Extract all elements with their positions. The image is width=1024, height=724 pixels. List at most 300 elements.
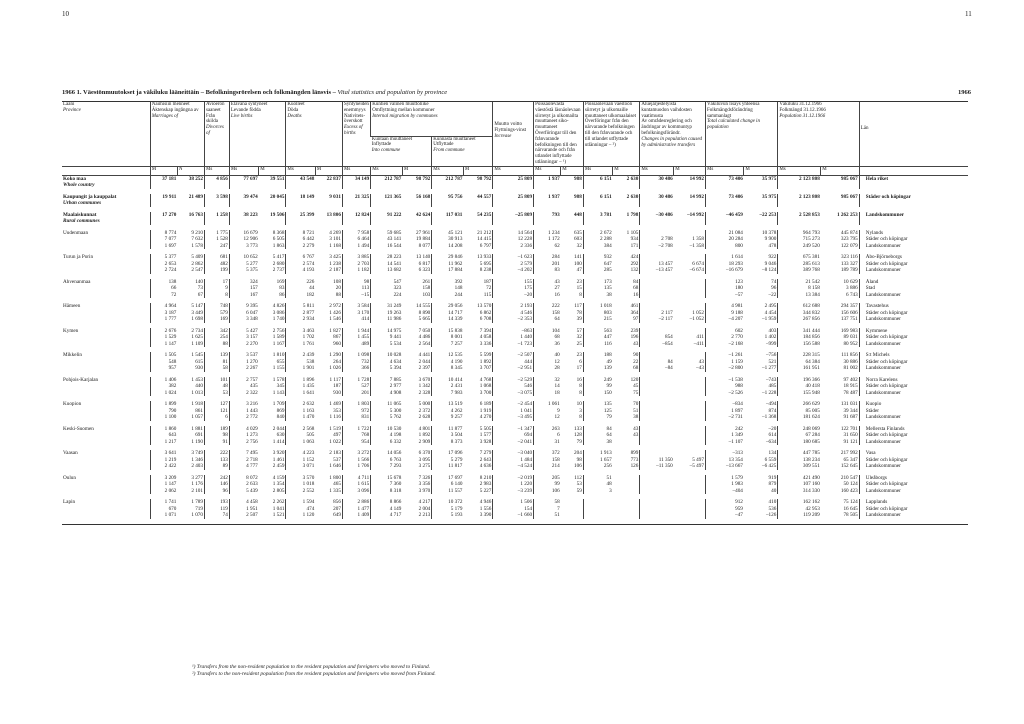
data-cell: 57 32 25 (576, 327, 582, 347)
header-into-commune-fi: Kuntaan muuttaneet (371, 136, 413, 142)
header-deaths (286, 102, 343, 167)
header-migration-gain-fi: Muutto voitto (494, 122, 523, 127)
row-label-fi: Keski-Suomen (63, 425, 94, 432)
data-cell: –1 623 2 579 –4 202 (493, 254, 534, 274)
row-label-swedish: Tavastehus Städer och köpingar Landskommuner (859, 303, 968, 323)
data-cell: 10 372 5 179 5 193 (432, 499, 464, 519)
data-cell: 1 614 18 293 –16 679 (705, 254, 743, 274)
data-cell: –863 1 440 –1 723 (493, 328, 534, 348)
header-lan (859, 102, 968, 167)
header-internal-migration (371, 102, 493, 137)
data-cell: 23 6 17 (576, 352, 582, 372)
data-cell: –30 486 (640, 212, 674, 225)
header-from-commune-en: From commune (433, 148, 465, 154)
data-cell: 84 64 38 (583, 426, 612, 446)
data-cell: 602 2 770 –2 168 (705, 328, 743, 348)
data-cell: 1 098 732 366 (342, 352, 370, 372)
data-cell: 196 366 40 418 155 948 (778, 377, 821, 397)
data-cell: 3 272 1 566 1 706 (342, 450, 370, 470)
data-cell: 294 357 156 606 137 751 (840, 303, 858, 323)
data-cell: 249 99 150 (583, 377, 612, 397)
data-cell: 3 885 2 703 1 182 (342, 254, 370, 274)
data-cell: 222 158 64 (534, 303, 561, 323)
data-cell: 4 856 (204, 175, 229, 189)
data-cell: 6 767 2 574 4 193 (286, 254, 315, 274)
row-label-swedish: Vasa Städer och köpingar Landskommuner (859, 450, 968, 470)
data-cell: 563 447 116 (583, 328, 612, 348)
header-live-births-fi: Elävänä syntyneet (230, 102, 268, 107)
data-cell (613, 499, 640, 519)
data-cell (674, 401, 706, 421)
data-cell: 4 981 9 188 –4 207 (705, 303, 743, 323)
table-row (62, 499, 968, 519)
data-cell: 1 018 803 215 (583, 303, 612, 323)
header-total-change-en: Total calculated change in population (706, 119, 760, 131)
data-cell: 242 146 96 (204, 475, 229, 495)
data-cell: 3 749 1 346 2 403 (191, 450, 203, 470)
header-into-commune-sv: Inflyttade (371, 142, 392, 148)
data-cell: 14 992 (689, 193, 704, 200)
data-cell: 56 168 (415, 193, 431, 200)
data-cell: 10 530 4 198 6 332 (371, 426, 403, 446)
data-cell: –2 507 444 –2 951 (493, 352, 534, 372)
data-cell: 17 270 (150, 212, 177, 225)
data-cell: 261 158 103 (422, 278, 431, 298)
data-cell: 919 879 40 (768, 474, 777, 494)
header-administrative-changes-en: Changes in population caused by administrative transfers (641, 136, 703, 148)
data-cell: 1 918 861 1 057 (191, 401, 203, 421)
data-cell: –2 454 1 041 –3 495 (493, 401, 534, 421)
data-cell: 73 406 (705, 194, 743, 207)
data-cell: 101 48 53 (204, 377, 229, 397)
data-cell: 2 972 1 426 1 546 (329, 303, 341, 323)
data-cell: 7 958 6 464 1 494 (342, 230, 370, 250)
data-cell: 2 495 4 454 –1 959 (762, 303, 777, 323)
data-cell: 30 486 (640, 194, 674, 207)
data-cell: 856 207 649 (333, 499, 341, 519)
data-cell: 5 599 1 892 3 707 (479, 352, 492, 372)
data-cell: 1 506 154 –1 660 (493, 499, 534, 519)
data-cell: 17 9 8 (204, 279, 229, 299)
data-cell (674, 499, 706, 519)
header-excess-births-sv: Nativitets-överskott (343, 113, 366, 125)
row-label-en: Whole country (63, 182, 95, 189)
data-cell: 30 486 (640, 175, 674, 189)
footnote-1: ¹) Transfers from the non-resident population to the resident population and foreigners who moved to Finland. (192, 664, 430, 670)
table-row (62, 254, 968, 274)
data-cell: 7 279 2 643 4 636 (479, 450, 492, 470)
data-cell: 10 028 4 634 5 394 (371, 352, 403, 372)
page-number-left: 10 (62, 10, 69, 18)
data-cell: 39 474 (229, 194, 258, 207)
data-cell: 95 756 (432, 194, 464, 207)
data-cell: 138 66 72 (150, 279, 177, 299)
data-cell: 210 547 50 124 160 423 (840, 474, 858, 494)
data-cell: 4 441 2 044 2 397 (418, 352, 431, 372)
data-cell: 1 709 869 840 (272, 401, 285, 421)
data-cell: 44 557 (477, 193, 492, 200)
data-cell: 1 453 440 1 013 (191, 376, 203, 396)
data-cell: 37 181 (150, 175, 177, 189)
data-cell: 14 975 9 441 5 534 (371, 328, 403, 348)
data-cell: 1 505 548 957 (150, 352, 177, 372)
data-cell (613, 475, 640, 495)
data-cell: 411 –411 (693, 334, 704, 347)
data-cell: 7 326 3 356 3 970 (418, 474, 431, 494)
data-cell: 13 806 (326, 211, 341, 218)
data-cell: 2 756 1 589 1 167 (272, 327, 285, 347)
unit-cell: Ms (432, 166, 464, 175)
data-cell: 117 78 39 (574, 303, 582, 323)
data-cell: 284 201 83 (534, 254, 561, 274)
data-cell: 70 51 38 (633, 401, 639, 421)
data-cell: 10 414 2 431 7 983 (432, 377, 464, 397)
page-number-right: 11 (965, 10, 972, 18)
data-cell: 1 789 719 1 070 (191, 499, 203, 519)
data-cell: –22 253 (759, 211, 777, 218)
data-cell: 3 920 1 461 2 459 (272, 450, 285, 470)
header-marriages-sv: Äktenskap ingångna av (151, 107, 199, 113)
unit-cell: Ms (778, 166, 821, 175)
header-transfers-in-sv: Överföringar till den frånvarande befolkningen till den närvarande och från utlandet inflyttade utlänningar – ¹) (535, 130, 577, 165)
unit-cell: M (744, 166, 778, 175)
data-cell: 2 528 853 (778, 212, 821, 225)
data-cell: 9 395 6 047 3 348 (229, 303, 258, 323)
data-cell: 1 881 691 1 190 (191, 425, 203, 445)
unit-cell: Ms (204, 166, 229, 175)
header-administrative-changes-fi: Aluejärjestelyistä kuntamuodon vaihdosten vaatimusta (641, 102, 692, 119)
unit-row (62, 166, 968, 175)
data-cell: 6 370 3 095 3 275 (418, 450, 431, 470)
data-cell: 27 961 19 884 8 077 (415, 229, 431, 249)
data-cell: 2 117 –2 117 (640, 303, 674, 323)
data-cell: 912 959 –47 (705, 499, 743, 519)
data-cell: 73 406 (705, 175, 743, 189)
data-cell: 988 (574, 175, 582, 182)
header-transfers-in (534, 102, 584, 167)
data-cell: 5 377 2 653 2 724 (150, 254, 177, 274)
unit-cell: M (463, 166, 492, 175)
row-label (62, 230, 150, 250)
data-cell: 5 427 3 157 2 270 (229, 328, 258, 348)
data-cell: 10 652 5 277 5 375 (229, 254, 258, 274)
header-live-births-sv: Levande födda (230, 107, 261, 113)
data-cell: –2 019 1 220 –3 239 (493, 475, 534, 495)
data-cell: 43 27 16 (534, 279, 561, 299)
unit-cell: Ms (371, 166, 403, 175)
data-cell: 5 505 1 577 3 928 (479, 425, 492, 445)
row-label-swedish: Åland Stad Landskommuner (859, 279, 968, 299)
data-cell: 1 775 1 528 247 (204, 230, 229, 250)
data-cell: 5 000 2 372 2 628 (418, 401, 431, 421)
row-label-en: Urban communes (63, 200, 102, 207)
data-cell: 21 325 (342, 194, 370, 207)
data-cell: 173 135 38 (583, 279, 612, 299)
row-label-fi: Kaupungit ja kauppalat (63, 193, 117, 200)
data-cell: 111 856 30 886 81 002 (841, 352, 858, 372)
data-cell: 4 223 1 152 3 071 (286, 450, 315, 470)
data-cell: 123 180 –57 (705, 279, 743, 299)
data-cell: 4 946 1 556 3 390 (479, 499, 492, 519)
header-internal-migration-sv: Omflyttning mellan kommuner (372, 107, 435, 113)
data-cell: 4 768 1 068 3 700 (479, 376, 492, 396)
data-cell: 242 1 349 –1 107 (705, 426, 743, 446)
data-cell: 25 809 (493, 175, 534, 189)
data-cell: 4 269 3 101 1 168 (329, 229, 341, 249)
data-cell: 8 210 2 983 5 227 (479, 474, 492, 494)
data-cell: 7 050 4 486 2 564 (418, 327, 431, 347)
row-label-swedish: Kuopio Städer Landskommuner (859, 401, 968, 421)
data-cell: 51 48 3 (583, 475, 612, 495)
header-marriages (150, 102, 204, 167)
data-cell: 964 793 715 273 249 520 (778, 230, 821, 250)
header-into-commune-en: Into commune (371, 148, 401, 154)
data-cell: 17 697 6 140 11 557 (432, 475, 464, 495)
data-cell: 25 809 (493, 194, 534, 207)
data-cell: –743 485 –1 228 (762, 376, 777, 396)
data-cell: 1 944 1 455 489 (342, 328, 370, 348)
data-cell: 1 728 527 201 (342, 377, 370, 397)
data-cell: 59 685 43 141 16 544 (371, 230, 403, 250)
data-cell: 1 798 (626, 211, 639, 218)
data-cell: 98 792 (477, 175, 492, 182)
data-cell: 3 570 1 018 2 552 (286, 475, 315, 495)
data-cell: 12 824 (342, 212, 370, 225)
data-cell: 6 151 (583, 175, 612, 189)
data-cell: 34 149 (342, 175, 370, 189)
data-cell: 19 911 (150, 194, 177, 207)
data-cell: 1 545 615 930 (191, 352, 203, 372)
data-cell: 10 3 8 (576, 401, 582, 421)
data-cell: 134 6 559 –6 425 (762, 450, 777, 470)
unit-cell: M (674, 166, 706, 175)
unit-cell: N (177, 166, 204, 175)
data-cell: 1 722 768 954 (342, 426, 370, 446)
footnote-2: ²) Transfers to the non-resident population from the resident population and foreigners who moved from Finland. (192, 671, 436, 677)
header-transfers-out-sv: Överföringar från den närvarande befolkningen till den frånvarande och till utlandet utflyttade utlänningar – ²) (584, 119, 635, 148)
data-cell: 4 458 1 951 2 507 (229, 499, 258, 519)
data-cell: 140 73 67 (195, 278, 203, 298)
row-label-fi: Maalaiskunnat (63, 211, 97, 218)
data-cell: 40 12 28 (534, 352, 561, 372)
data-cell: 104 68 36 (534, 328, 561, 348)
row-label-swedish: Mellersta Finlands Städer och köpingar Landskommuner (859, 426, 968, 446)
data-cell: 3 277 1 176 2 101 (191, 474, 203, 494)
data-cell: 135 125 79 (583, 401, 612, 421)
data-cell: 122 701 31 650 91 121 (840, 425, 858, 445)
row-label-swedish: Uleåborgs Städer och köpingar Landskommuner (859, 475, 968, 495)
data-cell: 6 189 1 919 4 270 (479, 401, 492, 421)
data-cell: 239 196 43 (630, 327, 639, 347)
data-cell: 5 417 2 680 2 737 (272, 254, 285, 274)
data-cell: 139 81 58 (204, 352, 229, 372)
data-cell: 1 290 264 1 026 (329, 352, 341, 372)
row-label (62, 212, 150, 225)
data-cell: 18 149 (286, 194, 315, 207)
data-cell: 1 800 465 1 335 (329, 474, 341, 494)
data-cell: 2 123 808 (778, 194, 821, 207)
data-cell: 1 913 1 657 256 (583, 450, 612, 470)
row-label-swedish: Landskommuner (859, 212, 968, 225)
data-cell: 445 874 323 795 122 079 (840, 229, 858, 249)
data-cell: 3 209 1 147 2 062 (150, 475, 177, 495)
data-cell: 16 763 (188, 211, 203, 218)
row-label-fi: Kuopion (63, 401, 82, 408)
data-cell (583, 499, 612, 519)
year-right: 1966 (958, 89, 971, 96)
data-cell: 222 133 89 (204, 450, 229, 470)
data-cell: –1 261 1 159 –2 800 (705, 352, 743, 372)
table-row (62, 377, 968, 397)
data-cell: 4 159 1 354 2 805 (272, 474, 285, 494)
table-title (62, 89, 962, 96)
table-title-english: Vital statistics and population by province (335, 89, 448, 96)
data-cell: 169 983 89 031 80 952 (840, 327, 858, 347)
table-row (62, 450, 968, 470)
header-internal-migration-en: Internal migration by communes (372, 113, 438, 119)
row-label (62, 426, 150, 446)
data-cell: 108 20 88 (333, 278, 341, 298)
data-cell: 1 810 655 1 155 (272, 352, 285, 372)
header-from-commune (432, 136, 493, 166)
data-cell: 3 670 1 342 2 328 (418, 376, 431, 396)
data-cell (674, 279, 706, 299)
data-cell: 133 128 79 (574, 425, 582, 445)
unit-cell: Ms (534, 166, 561, 175)
row-label-en: Rural communes (63, 218, 100, 225)
data-cell: 14 555 8 890 5 665 (415, 303, 431, 323)
data-cell: 131 031 39 344 91 687 (840, 401, 858, 421)
table-bottom-rule (62, 524, 968, 527)
table-row (62, 212, 968, 225)
data-cell: 14 564 12 228 2 336 (493, 230, 534, 250)
row-label (62, 279, 150, 299)
unit-cell: Ms (493, 166, 534, 175)
row-label-swedish: Åbo-Björneborgs Städer och köpingar Landskommuner (859, 254, 968, 274)
data-cell: 985 067 (840, 193, 858, 200)
row-label-fi: Hämeen (63, 303, 81, 310)
data-cell: 35 975 (762, 175, 777, 182)
data-cell: 29 846 11 962 17 884 (432, 254, 464, 274)
data-cell: 854 –854 (640, 328, 674, 348)
data-cell: –756 521 –1 277 (762, 352, 777, 372)
data-cell: 11 350 –11 350 (640, 450, 674, 470)
data-cell: 2 439 538 1 901 (286, 352, 315, 372)
data-cell (640, 279, 674, 299)
data-cell: 25 399 (286, 212, 315, 225)
unit-cell: Ms (342, 166, 370, 175)
row-label-swedish: Nylands Städer och köpingar Landskommuner (859, 230, 968, 250)
data-cell: 38 223 (229, 212, 258, 225)
header-migration-gain-en: Increase (494, 133, 512, 139)
data-cell: 2 672 2 288 384 (583, 230, 612, 250)
data-cell: 15 678 7 360 8 318 (371, 475, 403, 495)
header-lan-label: Län (860, 126, 869, 131)
data-cell: 21 542 8 158 13 384 (778, 279, 821, 299)
data-cell: 5 147 3 449 1 698 (191, 303, 203, 323)
table-row (62, 303, 968, 323)
data-cell: 1 262 253 (836, 211, 858, 218)
unit-cell: Ms (583, 166, 612, 175)
data-cell: 8 866 4 149 4 717 (371, 499, 403, 519)
header-total-change (705, 102, 777, 167)
data-cell: 35 975 (762, 193, 777, 200)
data-cell: 45 121 30 913 14 208 (432, 230, 464, 250)
data-cell: 1 937 (534, 194, 561, 207)
unit-cell (62, 166, 150, 175)
data-cell: 3 641 1 219 2 422 (150, 450, 177, 470)
data-cell: 3 584 3 170 414 (342, 303, 370, 323)
table-body (62, 175, 968, 524)
data-cell: 11 065 5 300 5 762 (371, 401, 403, 421)
data-cell: 403 1 402 –999 (764, 327, 777, 347)
data-cell: 58 7 51 (534, 499, 561, 519)
data-cell: 32 14 18 (534, 377, 561, 397)
unit-cell: M (315, 166, 342, 175)
data-cell: 38 252 (188, 175, 203, 182)
data-cell: 8 774 7 077 1 697 (150, 230, 177, 250)
data-cell: 98 792 (415, 175, 431, 182)
header-from-commune-fi: Kunnasta muuttaneet (433, 136, 476, 142)
row-label-fi: Pohjois-Karjalan (63, 376, 99, 383)
header-population-fi: Väkiluku 31.12.1966 (779, 102, 822, 107)
data-cell: 2 123 808 (778, 175, 821, 189)
data-cell: 635 603 32 (574, 229, 582, 249)
data-cell: 8 721 6 442 2 279 (286, 230, 315, 250)
data-cell: 932 647 285 (583, 254, 612, 274)
data-cell: 189 98 91 (204, 426, 229, 446)
table-row (62, 328, 968, 348)
data-cell: 74 96 –22 (768, 278, 777, 298)
row-label-swedish: Lapplands Städer och köpingar Landskommuner (859, 499, 968, 519)
data-cell: 9 031 (329, 193, 341, 200)
header-marriages-fi: Naimisiin menneet (151, 102, 190, 107)
data-cell: 16 679 12 906 3 773 (229, 230, 258, 250)
table-title-main: 1966 1. Väestönmuutokset ja väkiluku lääneittäin – Befolkningsrörelsen och folkmängden länsvis – (62, 89, 336, 96)
data-cell: 13 140 6 817 6 323 (415, 254, 431, 274)
data-cell: 1 052 –1 052 (689, 309, 704, 323)
data-cell: 120 45 75 (630, 376, 639, 396)
header-province (62, 102, 150, 167)
data-cell: 84 68 16 (633, 278, 639, 298)
data-cell: 1 594 474 1 120 (286, 499, 315, 519)
header-administrative-changes (640, 102, 706, 167)
table-row (62, 175, 968, 189)
data-cell: 228 315 64 384 161 951 (778, 352, 821, 372)
data-cell: 447 785 138 234 309 551 (778, 450, 821, 470)
data-cell: 985 067 (840, 175, 858, 182)
header-live-births (229, 102, 286, 167)
data-cell: 4 029 1 273 2 756 (229, 426, 258, 446)
data-cell: 14 056 6 763 7 293 (371, 450, 403, 470)
data-cell: 4 217 2 004 2 213 (418, 499, 431, 519)
data-cell: 1 358 –1 358 (689, 236, 704, 249)
data-cell: 248 069 67 284 180 685 (778, 426, 821, 446)
data-cell: 392 148 244 (432, 279, 464, 299)
data-cell: 28 223 14 541 13 682 (371, 254, 403, 274)
unit-cell (859, 166, 968, 175)
data-cell: 324 157 167 (229, 279, 258, 299)
data-cell: –494 874 –1 368 (762, 401, 777, 421)
data-cell: –834 1 897 –2 731 (705, 401, 743, 421)
data-cell: –2 529 546 –3 075 (493, 377, 534, 397)
table-row (62, 475, 968, 495)
data-cell: 372 158 214 (534, 450, 561, 470)
header-population-sv: Folkmängd 31.12.1966 (779, 107, 826, 113)
data-cell: 1 741 670 1 071 (150, 499, 177, 519)
data-cell: 341 444 184 856 156 588 (778, 328, 821, 348)
data-cell: 21 084 20 284 800 (705, 230, 743, 250)
